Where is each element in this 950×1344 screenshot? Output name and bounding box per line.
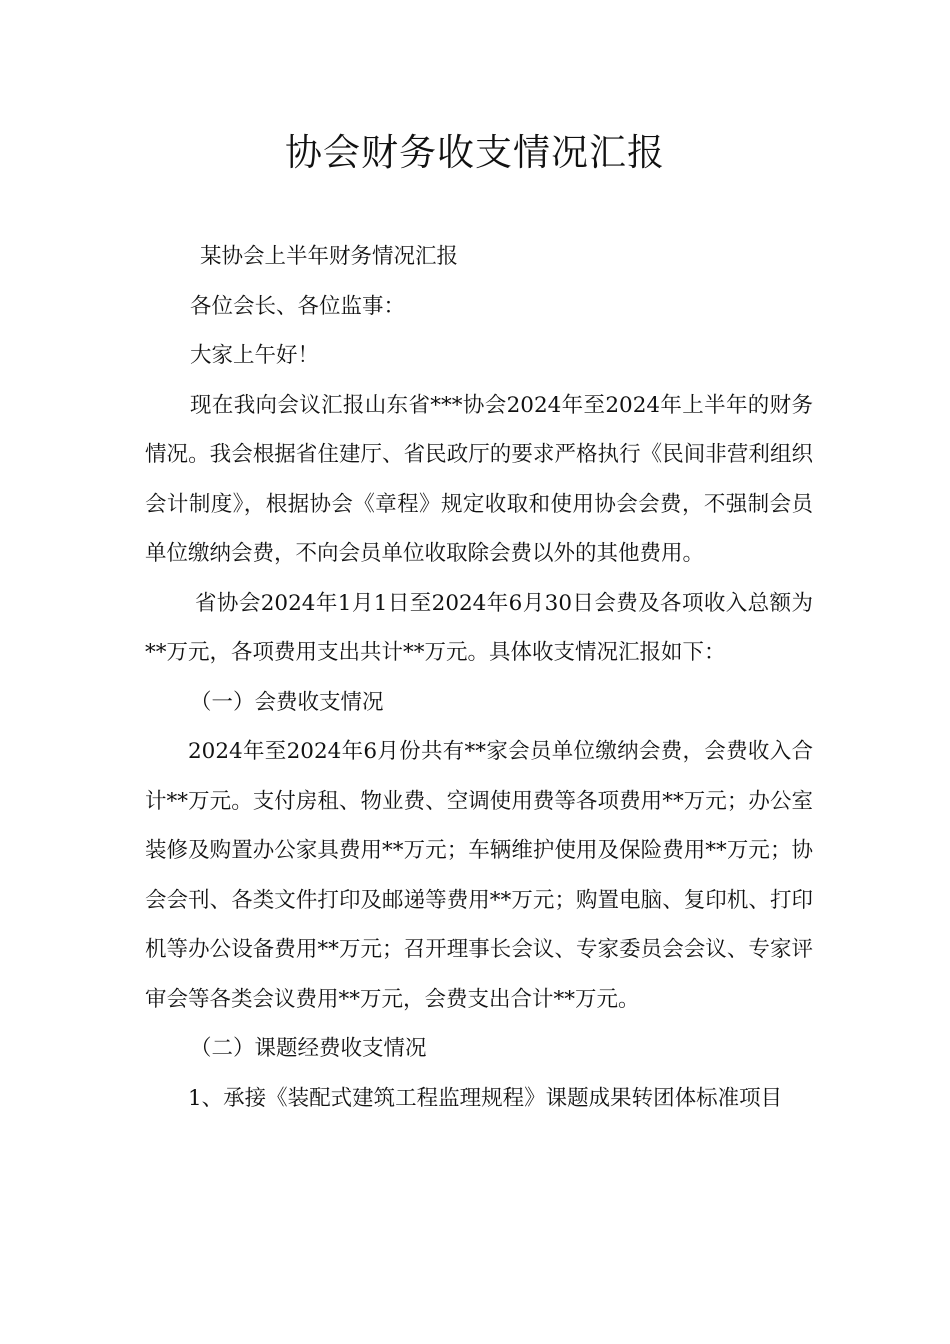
paragraph-greeting: 大家上午好！ (190, 343, 320, 368)
paragraph-subtitle: 某协会上半年财务情况汇报 (200, 244, 459, 269)
document-body (145, 232, 813, 1123)
section-heading-membership-fees: （一）会费收支情况 (190, 689, 384, 715)
paragraph-membership-fees: 2024年至2024年6月份共有**家会员单位缴纳会费，会费收入合计**万元。支付房租、物业费、空调使用费等各项费用**万元；办公室装修及购置办公家具费用**万元；车辆维护使用及保险费用**万元；协会会刊、各类文件打印及邮递等费用**万元；购置电脑、复印机、打印机等办公设备费用**万元；召开理事长会议、专家委员会会议、专家评审会等各类会议费用**万元，会费支出合计**万元。 (145, 739, 813, 1012)
paragraph-project-1: 1、承接《装配式建筑工程监理规程》课题成果转团体标准项目 (188, 1085, 783, 1111)
section-heading-project-funds: （二）课题经费收支情况 (190, 1036, 427, 1061)
paragraph-intro: 现在我向会议汇报山东省***协会2024年至2024年上半年的财务情况。我会根据省住建厅、省民政厅的要求严格执行《民间非营利组织会计制度》，根据协会《章程》规定收取和使用协会会费，不强制会员单位缴纳会费，不向会员单位收取除会费以外的其他费用。 (145, 392, 813, 566)
paragraph-summary: 省协会2024年1月1日至2024年6月30日会费及各项收入总额为**万元，各项费用支出共计**万元。具体收支情况汇报如下： (145, 590, 813, 665)
paragraph-salutation: 各位会长、各位监事： (190, 293, 406, 319)
document-title: 协会财务收支情况汇报 (285, 131, 665, 174)
